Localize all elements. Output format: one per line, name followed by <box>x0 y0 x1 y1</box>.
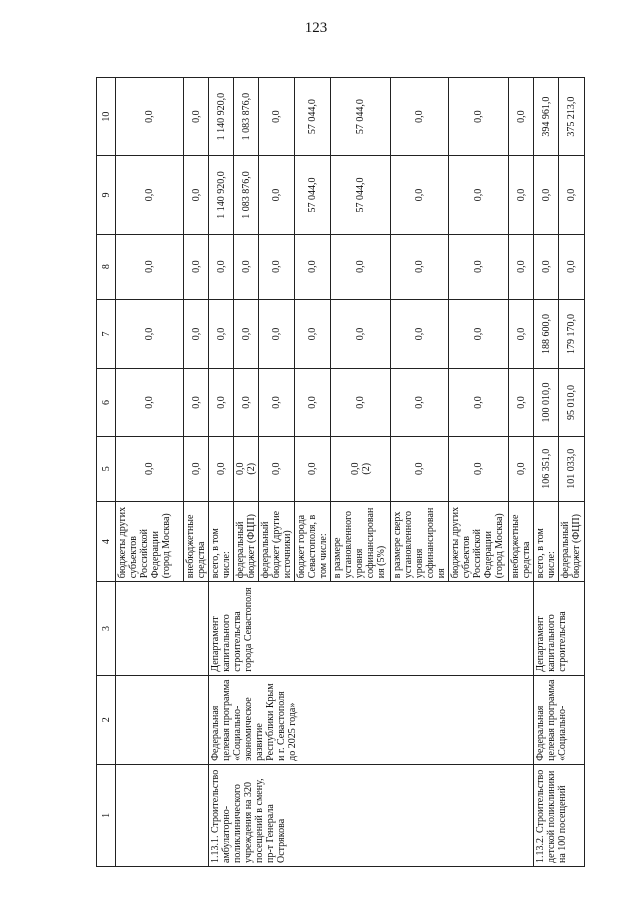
funding-source: в размере сверх установленного уровня софинансирования <box>391 501 449 581</box>
table-row <box>116 78 184 867</box>
funding-source: всего, в том числе: <box>534 501 559 581</box>
value-cell: 0,0 <box>449 369 509 436</box>
value-cell: 394 961,0 <box>534 78 559 156</box>
value-cell: 1 083 876,0 <box>234 78 259 156</box>
executor-cell-empty <box>116 582 209 675</box>
funding-source: бюджеты других субъектов Российской Федерации (город Москва) <box>116 501 184 581</box>
value-cell: 0,0 <box>116 156 184 234</box>
value-cell: 0,0 <box>391 436 449 501</box>
value-cell: 0,0 <box>295 369 331 436</box>
funding-source: в размере установленного уровня софинансирования (5%) <box>331 501 391 581</box>
value-cell: 375 213,0 <box>559 78 585 156</box>
object-cell-empty <box>116 764 209 866</box>
value-cell: 57 044,0 <box>331 78 391 156</box>
funding-source: федеральный бюджет (другие источники) <box>259 501 295 581</box>
rotated-table-frame <box>96 77 582 867</box>
value-cell: 0,0 <box>259 436 295 501</box>
col-number: 6 <box>97 369 116 436</box>
value-cell: 0,0 <box>559 156 585 234</box>
value-cell: 1 083 876,0 <box>234 156 259 234</box>
funding-source: федеральный бюджет (ФЦП) <box>234 501 259 581</box>
value-cell: 0,0 <box>184 299 209 369</box>
value-cell: 0,0 <box>331 299 391 369</box>
object-name: 1.13.2. Строительство детской поликлиники на 100 посещений <box>534 764 585 866</box>
table-row <box>534 78 559 867</box>
value-cell: 1 140 920,0 <box>209 156 234 234</box>
value-cell: 0,0 <box>259 78 295 156</box>
value-cell: 0,0 <box>116 369 184 436</box>
value-cell: 0,0 <box>449 299 509 369</box>
program-cell-empty <box>116 675 209 764</box>
value-cell: 0,0 <box>295 299 331 369</box>
value-cell: 0,0 <box>116 436 184 501</box>
column-number-row <box>97 78 116 867</box>
col-number: 10 <box>97 78 116 156</box>
value-cell: 57 044,0 <box>295 78 331 156</box>
value-cell: 100 010,0 <box>534 369 559 436</box>
value-cell: 0,0 <box>116 78 184 156</box>
value-cell: 0,0 <box>234 234 259 299</box>
value-cell: 0,0 <box>331 234 391 299</box>
value-cell: 0,0 <box>209 299 234 369</box>
value-cell: 0,0 <box>234 299 259 369</box>
value-cell: 0,0 (2) <box>331 436 391 501</box>
col-number: 3 <box>97 582 116 675</box>
value-cell: 0,0 <box>259 299 295 369</box>
value-cell: 0,0 <box>449 156 509 234</box>
value-cell: 0,0 <box>449 234 509 299</box>
value-cell: 0,0 <box>534 156 559 234</box>
value-cell: 0,0 (2) <box>234 436 259 501</box>
value-cell: 0,0 <box>184 369 209 436</box>
value-cell: 95 010,0 <box>559 369 585 436</box>
col-number: 2 <box>97 675 116 764</box>
funding-source: бюджет города Севастополя, в том числе: <box>295 501 331 581</box>
program-name: Федеральная целевая программа «Социально-экономическое развитие Республики Крым и г. Севастополя до 2025 года» <box>209 675 534 764</box>
value-cell: 101 033,0 <box>559 436 585 501</box>
col-number: 8 <box>97 234 116 299</box>
value-cell: 0,0 <box>295 234 331 299</box>
value-cell: 0,0 <box>184 436 209 501</box>
executor-name: Департамент капитального строительства <box>534 582 585 675</box>
value-cell: 0,0 <box>184 156 209 234</box>
value-cell: 0,0 <box>259 234 295 299</box>
col-number: 4 <box>97 501 116 581</box>
value-cell: 0,0 <box>295 436 331 501</box>
value-cell: 0,0 <box>509 78 534 156</box>
value-cell: 0,0 <box>509 234 534 299</box>
value-cell: 0,0 <box>209 369 234 436</box>
col-number: 7 <box>97 299 116 369</box>
col-number: 9 <box>97 156 116 234</box>
value-cell: 106 351,0 <box>534 436 559 501</box>
col-number: 5 <box>97 436 116 501</box>
value-cell: 0,0 <box>391 156 449 234</box>
funding-source: внебюджетные средства <box>184 501 209 581</box>
value-cell: 57 044,0 <box>331 156 391 234</box>
col-number: 1 <box>97 764 116 866</box>
value-cell: 0,0 <box>559 234 585 299</box>
value-cell: 0,0 <box>391 299 449 369</box>
value-cell: 0,0 <box>184 78 209 156</box>
table-row <box>209 78 234 867</box>
value-cell: 0,0 <box>209 436 234 501</box>
value-cell: 0,0 <box>116 299 184 369</box>
value-cell: 0,0 <box>184 234 209 299</box>
value-cell: 0,0 <box>509 156 534 234</box>
value-cell: 0,0 <box>509 299 534 369</box>
value-cell: 0,0 <box>209 234 234 299</box>
value-cell: 0,0 <box>116 234 184 299</box>
value-cell: 0,0 <box>449 78 509 156</box>
program-name: Федеральная целевая программа «Социально- <box>534 675 585 764</box>
funding-source: бюджеты других субъектов Российской Федерации (город Москва) <box>449 501 509 581</box>
value-cell: 179 170,0 <box>559 299 585 369</box>
page-number: 123 <box>304 20 328 36</box>
value-cell: 0,0 <box>449 436 509 501</box>
funding-source: внебюджетные средства <box>509 501 534 581</box>
executor-name: Департамент капитального строительства города Севастополя <box>209 582 534 675</box>
value-cell: 0,0 <box>391 369 449 436</box>
value-cell: 0,0 <box>259 156 295 234</box>
rotated-table-content <box>96 77 582 867</box>
funding-table <box>96 77 585 867</box>
value-cell: 0,0 <box>391 234 449 299</box>
value-cell: 0,0 <box>391 78 449 156</box>
value-cell: 0,0 <box>259 369 295 436</box>
value-cell: 188 600,0 <box>534 299 559 369</box>
object-name: 1.13.1. Строительство амбулаторно-поликлинического учреждения на 320 посещений в смену, пр-т Генерала Острякова <box>209 764 534 866</box>
funding-source: всего, в том числе: <box>209 501 234 581</box>
funding-source: федеральный бюджет (ФЦП) <box>559 501 585 581</box>
value-cell: 0,0 <box>234 369 259 436</box>
value-cell: 1 140 920,0 <box>209 78 234 156</box>
value-cell: 57 044,0 <box>295 156 331 234</box>
value-cell: 0,0 <box>331 369 391 436</box>
value-cell: 0,0 <box>534 234 559 299</box>
value-cell: 0,0 <box>509 436 534 501</box>
value-cell: 0,0 <box>509 369 534 436</box>
